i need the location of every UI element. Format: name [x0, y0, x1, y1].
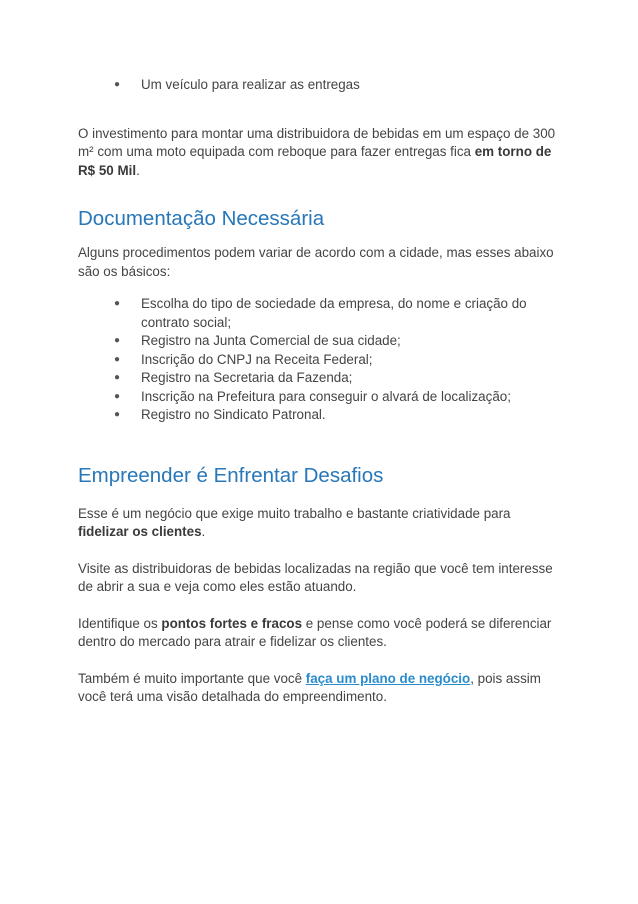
documentation-heading: Documentação Necessária — [78, 207, 325, 230]
bold-text: pontos fortes e fracos — [161, 615, 303, 631]
list-item-text: Escolha do tipo de sociedade da empresa, do nome e criação do contrato social; — [141, 296, 527, 330]
list-item — [78, 351, 564, 370]
list-item — [78, 406, 564, 425]
documentation-intro: Alguns procedimentos podem variar de acordo com a cidade, mas esses abaixo são os básicos: — [78, 245, 554, 279]
bullet-icon: ● — [114, 335, 121, 346]
list-item-text: Registro no Sindicato Patronal. — [141, 407, 326, 422]
list-item-text: Um veículo para realizar as entregas — [141, 77, 360, 92]
list-item — [78, 76, 564, 95]
document-content — [78, 76, 564, 707]
paragraph-text: Identifique os — [78, 615, 162, 631]
paragraph-text: Também é muito importante que você — [78, 670, 306, 686]
business-plan-link[interactable]: faça um plano de negócio — [305, 670, 471, 686]
list-item-text: Inscrição do CNPJ na Receita Federal; — [141, 351, 373, 367]
bullet-icon: ● — [114, 372, 121, 383]
list-item-text: Inscrição na Prefeitura para conseguir o alvará de localização; — [141, 388, 511, 404]
bullet-icon: ● — [114, 353, 121, 365]
list-item — [78, 388, 564, 407]
bullet-icon: ● — [114, 79, 121, 90]
bold-text: fidelizar os clientes — [78, 524, 202, 539]
paragraph-text-end: , pois assim você terá uma visão detalhada do empreendimento. — [78, 670, 541, 704]
bullet-icon: ● — [114, 298, 121, 309]
investment-amount: em torno de R$ 50 Mil — [78, 144, 552, 178]
investment-paragraph — [78, 125, 564, 181]
bullet-icon: ● — [114, 409, 121, 420]
list-item — [78, 332, 564, 351]
challenges-paragraph-2: Visite as distribuidoras de bebidas localizadas na região que você tem interesse de abrir a sua e veja como eles estão atuando. — [78, 560, 553, 594]
challenges-heading: Empreender é Enfrentar Desafios — [78, 463, 384, 487]
paragraph-text-end: . — [201, 524, 206, 539]
bullet-icon: ● — [114, 390, 121, 402]
documentation-list — [78, 295, 564, 425]
list-item-text: Registro na Secretaria da Fazenda; — [141, 370, 353, 385]
paragraph-text-end: e pense como você poderá se diferenciar dentro do mercado para atrair e fidelizar os clientes. — [78, 615, 552, 649]
investment-text: O investimento para montar uma distribuidora de bebidas em um espaço de 300 m² com uma moto equipada com reboque para fazer entregas fica — [78, 125, 556, 159]
challenges-paragraph-1 — [78, 505, 564, 542]
intro-bullet-list — [78, 76, 564, 95]
challenges-paragraph-3 — [78, 615, 564, 652]
challenges-paragraph-4 — [78, 670, 564, 707]
paragraph-text: Esse é um negócio que exige muito trabalho e bastante criatividade para — [78, 505, 511, 521]
list-item — [78, 369, 564, 388]
list-item — [78, 295, 564, 332]
investment-text-end: . — [136, 162, 140, 178]
list-item-text: Registro na Junta Comercial de sua cidade; — [141, 333, 401, 348]
